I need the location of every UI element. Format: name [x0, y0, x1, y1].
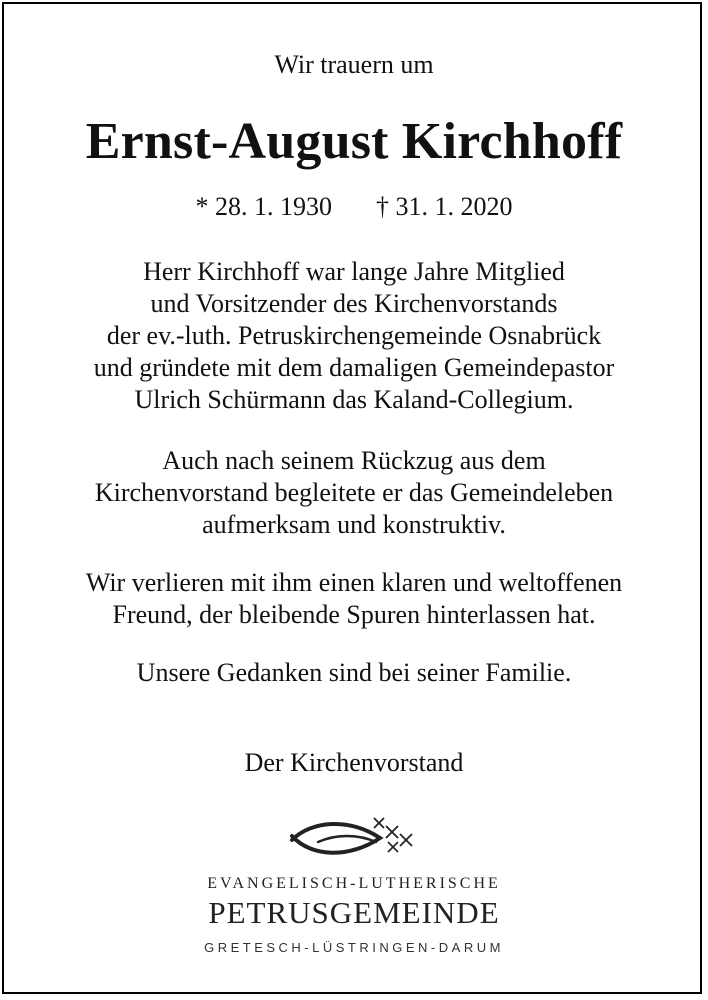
- paragraph-line: Kirchenvorstand begleitete er das Gemeindeleben: [94, 478, 614, 507]
- logo-line-main: PETRUSGEMEINDE: [208, 895, 500, 930]
- signature: Der Kirchenvorstand: [244, 748, 464, 777]
- logo-line-top: EVANGELISCH-LUTHERISCHE: [207, 875, 501, 892]
- paragraph-line: Herr Kirchhoff war lange Jahre Mitglied: [143, 257, 565, 286]
- paragraph-line: Auch nach seinem Rückzug aus dem: [162, 446, 546, 475]
- paragraph-line: und gründete mit dem damaligen Gemeindepastor: [93, 353, 615, 382]
- deceased-name: Ernst-August Kirchhoff: [85, 113, 623, 170]
- logo-line-bottom: GRETESCH-LÜSTRINGEN-DARUM: [204, 940, 504, 955]
- death-date: † 31. 1. 2020: [376, 192, 513, 221]
- paragraph-line: aufmerksam und konstruktiv.: [202, 510, 506, 539]
- paragraph-condolence: [0, 657, 708, 689]
- paragraph-line: Freund, der bleibende Spuren hinterlassen hat.: [112, 600, 596, 629]
- intro-text: Wir trauern um: [274, 50, 434, 79]
- paragraph-line: und Vorsitzender des Kirchenvorstands: [150, 289, 558, 318]
- paragraph-later-years: [0, 445, 708, 541]
- fish-with-crosses-icon: [288, 812, 420, 864]
- life-dates: [0, 192, 708, 222]
- paragraph-biography: [0, 256, 708, 416]
- paragraph-line: Ulrich Schürmann das Kaland-Collegium.: [134, 385, 574, 414]
- paragraph-line: der ev.-luth. Petruskirchengemeinde Osnabrück: [106, 321, 602, 350]
- paragraph-tribute: [0, 567, 708, 631]
- paragraph-line: Wir verlieren mit ihm einen klaren und weltoffenen: [85, 568, 623, 597]
- birth-date: * 28. 1. 1930: [195, 192, 332, 221]
- paragraph-line: Unsere Gedanken sind bei seiner Familie.: [136, 658, 572, 687]
